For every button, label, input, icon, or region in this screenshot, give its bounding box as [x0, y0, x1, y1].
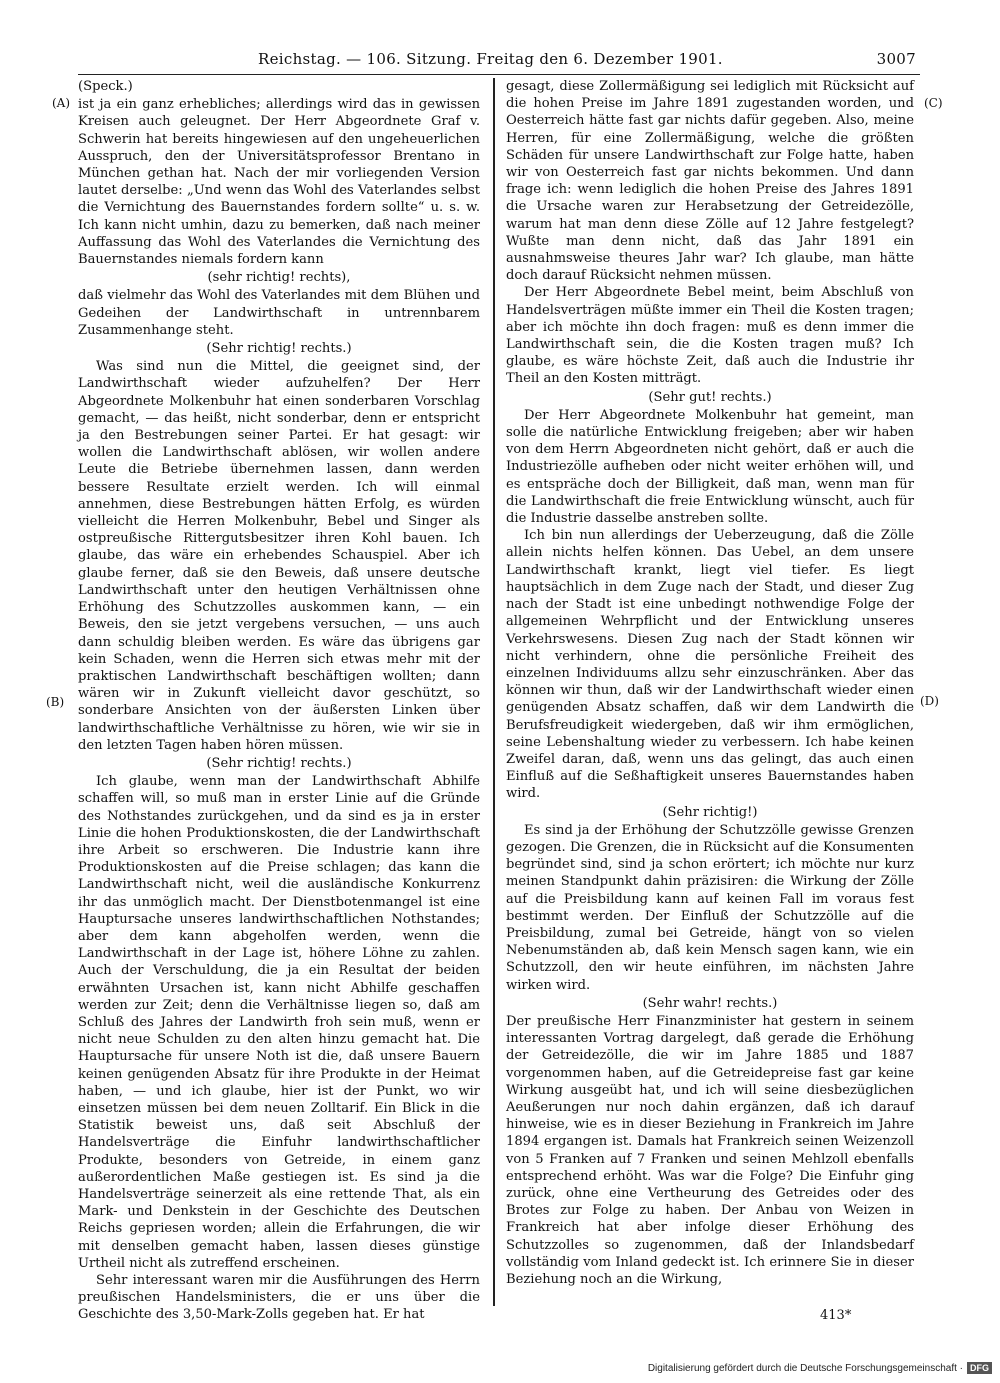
paragraph: gesagt, diese Zollermäßigung sei lediglich mit Rücksicht auf die hohen Preise im Jahre 1891 zugestanden worden, und Oesterreich hätte fast gar nichts dafür gegeben. Also, meine Herren, für eine Zollermäßigung, welche die größten Schäden für unsere Landwirthschaft zur Folge hatte, haben wir von Oesterreich fast gar nichts bekommen. Und dann frage ich: wenn lediglich die hohen Preise des Jahres 1891 die Ursache waren zur Herabsetzung der Getreidezölle, warum hat man denn diese Zölle auf 12 Jahre festgelegt? Wußte man denn nicht, daß das Jahr 1891 ein ausnahmsweise theures Jahr war? Ich glaube, man hätte doch darauf Rücksicht nehmen müssen. — [506, 79, 914, 284]
speaker-label: (Speck.) — [78, 79, 133, 94]
interjection: (Sehr richtig! rechts.) — [206, 755, 352, 771]
interjection: (Sehr gut! rechts.) — [648, 389, 772, 405]
dfg-logo: DFG — [967, 1362, 992, 1374]
paragraph: ist ja ein ganz erhebliches; allerdings wird das in gewissen Kreisen auch geleugnet. Der Herr Abgeordnete Graf v. Schwerin hat bereits hingewiesen auf den ungeheuerlichen Ausspruch, den der Universitätsprofessor Brentano in München gethan hat. Nach der mir vorliegenden Version lautet derselbe: „Und wenn das Wohl des Vaterlandes selbst die Vernichtung des Bauernstandes fordern sollte“ u. s. w. Ich kann nicht umhin, dazu zu bemerken, daß nach meiner Auffassung das Wohl des Vaterlandes die Vernichtung des Bauernstandes niemals fordern kann — [78, 97, 480, 268]
paragraph: Ich glaube, wenn man der Landwirthschaft Abhilfe schaffen will, so muß man in erster Linie auf die Gründe des Nothstandes zurückgehen, und da sind es ja in erster Linie die hohen Produktionskosten, die der Landwirthschaft ihre Arbeit so erschweren. Die Industrie kann ihre Produktionskosten auf die Preise schlagen; das kann die Landwirthschaft nicht, weil die ausländische Konkurrenz ihr das unmöglich macht. Der Dienstbotenmangel ist eine Hauptursache unseres landwirthschaftlichen Nothstandes; aber dem kann abgeholfen werden, wenn die Landwirthschaft in der Lage ist, höhere Löhne zu zahlen. Auch der Verschuldung, die ja ein Resultat der beiden erwähnten Ursachen ist, kann nicht Abhilfe geschaffen werden zur Zeit; denn die Verhältnisse liegen so, daß am Schluß des Jahres der Landwirth froh sein muß, wenn er nicht neue Schulden zu den alten hinzu gemacht hat. Die Hauptursache für unsere Noth ist die, daß unsere Bauern keinen genügenden Absatz für ihre Produkte in der Heimat haben, — und ich glaube, hier ist der Punkt, wo wir einsetzen müssen bei dem neuen Zolltarif. Ein Blick in die Statistik beweist uns, daß seit Abschluß der Handelsverträge die Einfuhr landwirthschaftlicher Produkte, besonders von Getreide, in einem ganz außerordentlichen Maße gestiegen ist. Es sind ja die Handelsverträge seinerzeit als eine rettende That, als ein Mark- und Denkstein in der Geschichte des Deutschen Reichs gepriesen worden; allein die Erfahrungen, die wir mit denselben gemacht haben, lassen dieses günstige Urtheil nicht als zutreffend erscheinen. — [78, 774, 480, 1271]
margin-marker-c: (C) — [924, 96, 943, 110]
page-header — [78, 46, 920, 75]
margin-marker-d: (D) — [920, 694, 939, 708]
header-title: Reichstag. — 106. Sitzung. Freitag den 6. Dezember 1901. — [258, 50, 723, 68]
paragraph: daß vielmehr das Wohl des Vaterlandes mit dem Blühen und Gedeihen der Landwirthschaft in untrennbarem Zusammenhange steht. — [78, 288, 480, 338]
footer — [648, 1362, 992, 1374]
interjection: (Sehr richtig! rechts.) — [206, 341, 352, 357]
paragraph: Der preußische Herr Finanzminister hat gestern in seinem interessanten Vortrag dargelegt, daß gerade die Erhöhung der Getreidezölle, die wir im Jahre 1885 und 1887 vorgenommen haben, auf die Getreidepreise fast gar keine Wirkung ausgeübt hat, und ich will seine diesbezüglichen Aeußerungen nur noch dahin ergänzen, daß ich darauf hinweise, wie es in dieser Beziehung in Frankreich im Jahre 1894 ergangen ist. Damals hat Frankreich seinen Weizenzoll von 5 Franken auf 7 Franken und seinen Mehlzoll ebenfalls entsprechend erhöht. Was war die Folge? Die Einfuhr ging zurück, ohne eine Vertheurung des Getreides oder des Brotes zur Folge zu haben. Der Anbau von Weizen in Frankreich hat aber infolge dieser Erhöhung des Schutzzolles so zugenommen, daß der Inlandsbedarf vollständig vom Inland gedeckt ist. Ich erinnere Sie in dieser Beziehung noch an die Wirkung, — [506, 1013, 914, 1288]
paragraph: Der Herr Abgeordnete Bebel meint, beim Abschluß von Handelsverträgen müßte immer ein Theil die Kosten tragen; aber ich möchte ihn doch fragen: muß es denn immer die Landwirthschaft sein, die die Kosten tragen muß? Ich glaube, es wäre höchste Zeit, daß auch die Industrie ihr Theil an den Kosten mitträgt. — [506, 285, 914, 387]
paragraph: Es sind ja der Erhöhung der Schutzzölle gewisse Grenzen gezogen. Die Grenzen, die in Rücksicht auf die Konsumenten begründet sind, sind ja schon erörtert; ich möchte nur kurz meinen Standpunkt dahin präzisiren: die Wirkung der Zölle auf die Preisbildung kann auf keinen Fall im voraus fest bestimmt werden. Der Einfluß der Schutzzölle auf die Preisbildung, zumal bei Getreide, hängt von so vielen Nebenumständen ab, daß kein Mensch sagen kann, wie ein Schutzzoll, den wir heute einführen, im nächsten Jahre wirken wird. — [506, 822, 914, 993]
footer-credit: Digitalisierung gefördert durch die Deutsche Forschungsgemeinschaft · — [647, 1362, 963, 1374]
column-divider — [493, 78, 495, 1306]
paragraph: Der Herr Abgeordnete Molkenbuhr hat gemeint, man solle die natürliche Entwicklung freigeben; aber wir haben von dem Herrn Abgeordneten nicht gehört, daß er auch die Industriezölle aufheben oder nicht weiter erhöhen will, und es entspräche doch der Billigkeit, daß man, wenn man für die Landwirthschaft die freie Entwicklung wünscht, auch für die Industrie dasselbe anstreben sollte. — [506, 407, 914, 527]
printer-signature: 413* — [820, 1308, 852, 1323]
page-number: 3007 — [876, 50, 916, 68]
interjection: (Sehr richtig!) — [662, 804, 758, 820]
interjection: (Sehr wahr! rechts.) — [642, 995, 778, 1011]
margin-marker-a: (A) — [52, 96, 71, 110]
margin-marker-b: (B) — [46, 695, 65, 709]
paragraph: Sehr interessant waren mir die Ausführungen des Herrn preußischen Handelsministers, die er uns über die Geschichte des 3,50-Mark-Zolls gegeben hat. Er hat — [78, 1273, 480, 1323]
paragraph: Was sind nun die Mittel, die geeignet sind, der Landwirthschaft wieder aufzuhelfen? Der Herr Abgeordnete Molkenbuhr hat einen sonderbaren Vorschlag gemacht, — das heißt, nicht sonderbar, denn er entspricht ja den Bestrebungen seiner Partei. Er hat gesagt: wir wollen die Landwirthschaft ablösen, wir wollen andere Leute die Betriebe übernehmen lassen, dann werden bessere Resultate erzielt werden. Ich will einmal annehmen, diese Bestrebungen hätten Erfolg, es würden vielleicht die Herren Molkenbuhr, Bebel und Singer als ostpreußische Rittergutsbesitzer ihren Kohl bauen. Ich glaube, das wäre ein erhebendes Schauspiel. Aber ich glaube ferner, daß sie den Beweis, daß unsere deutsche Landwirthschaft unter den heutigen Verhältnissen ohne Erhöhung des Schutzzolles auskommen kann, — ein Beweis, den sie jetzt vergebens versuchen, — uns auch dann schuldig bleiben werden. Es wäre das übrigens gar kein Schaden, wenn die Herren sich etwas mehr mit der praktischen Landwirthschaft beschäftigen wollten; dann wären wir in Zukunft vielleicht davor geschützt, so sonderbare Ansichten von der äußersten Linken über landwirthschaftliche Verhältnisse zu hören, wie wir sie in den letzten Tagen haben hören müssen. — [78, 359, 480, 753]
interjection: (sehr richtig! rechts), — [207, 270, 351, 286]
right-column — [506, 78, 914, 1288]
paragraph: Ich bin nun allerdings der Ueberzeugung, daß die Zölle allein nichts helfen können. Das Uebel, an dem unsere Landwirthschaft krankt, liegt viel tiefer. Es liegt hauptsächlich in dem Zuge nach der Stadt, und dieser Zug nach der Stadt ist eine unbedingt nothwendige Folge der allgemeinen Wehrpflicht und der Entwicklung unseres Verkehrswesens. Diesen Zug nach der Stadt können wir nicht verhindern, ohne die persönliche Freiheit des einzelnen Individuums allzu sehr einzuschränken. Aber das können wir thun, daß wir der Landwirthschaft wieder einen genügenden Absatz schaffen, daß wir dem Landwirth die Berufsfreudigkeit wiedergeben, daß wir ihm ermöglichen, seine Lebenshaltung wieder zu verbessern. Ich habe keinen Zweifel daran, daß, wenn uns das gelingt, das auch einen Einfluß auf die Seßhaftigkeit unseres Bauernstandes haben wird. — [506, 528, 914, 802]
left-column — [78, 78, 480, 1324]
